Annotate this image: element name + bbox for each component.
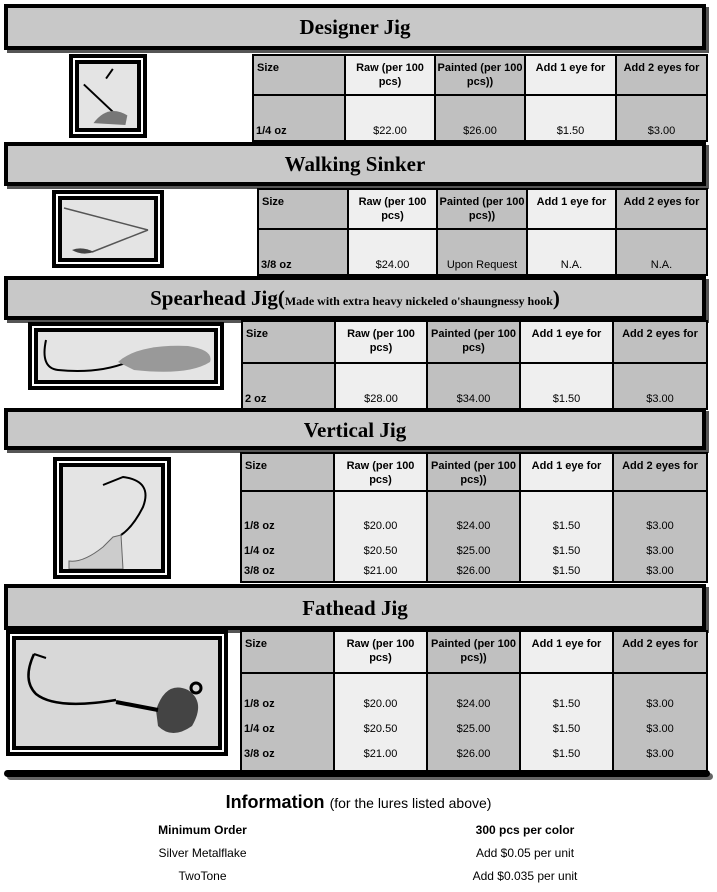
product-title-close: )	[552, 286, 560, 310]
info-value: Add $0.035 per unit	[472, 869, 578, 883]
header-painted: Painted (per 100 pcs))	[427, 453, 520, 491]
vertical-jig-photo	[53, 457, 171, 579]
info-value: Add $0.05 per unit	[475, 846, 575, 860]
banner-designer-jig	[4, 4, 706, 50]
header-eye2: Add 2 eyes for	[616, 55, 707, 95]
cell-raw: $24.00	[348, 229, 437, 275]
header-eye1: Add 1 eye for	[520, 631, 613, 673]
cell-eye1: $1.50	[520, 363, 613, 409]
product-title: Designer Jig	[299, 15, 411, 39]
eye2-column: $3.00 $3.00 $3.00	[613, 491, 707, 582]
header-eye2: Add 2 eyes for	[613, 631, 707, 673]
spearhead-jig-photo	[28, 322, 224, 390]
designer-jig-price-table	[252, 54, 708, 142]
designer-jig-photo	[69, 54, 147, 138]
info-label: TwoTone	[178, 869, 227, 883]
cell-painted: Upon Request	[437, 229, 527, 275]
banner-vertical-jig	[4, 408, 706, 450]
header-raw: Raw (per 100 pcs)	[334, 631, 427, 673]
information-subtitle: (for the lures listed above)	[329, 795, 492, 811]
size-column: 1/8 oz 1/4 oz 3/8 oz	[241, 673, 334, 771]
product-title: Walking Sinker	[284, 152, 426, 176]
header-eye1: Add 1 eye for	[520, 453, 613, 491]
cell-size: 2 oz	[242, 363, 335, 409]
header-eye1: Add 1 eye for	[525, 55, 616, 95]
cell-size: 3/8 oz	[258, 229, 348, 275]
cell-eye1: $1.50	[525, 95, 616, 141]
header-painted: Painted (per 100 pcs)	[427, 321, 520, 363]
cell-eye1: N.A.	[527, 229, 616, 275]
header-eye1: Add 1 eye for	[520, 321, 613, 363]
header-raw: Raw (per 100 pcs)	[345, 55, 435, 95]
painted-column: $24.00 $25.00 $26.00	[427, 491, 520, 582]
cell-raw: $22.00	[345, 95, 435, 141]
eye2-column: $3.00 $3.00 $3.00	[613, 673, 707, 771]
header-painted: Painted (per 100 pcs))	[427, 631, 520, 673]
vertical-jig-price-table	[240, 452, 708, 583]
cell-painted: $26.00	[435, 95, 525, 141]
header-painted: Painted (per 100 pcs))	[435, 55, 525, 95]
header-eye2: Add 2 eyes for	[613, 453, 707, 491]
header-raw: Raw (per 100 pcs)	[334, 453, 427, 491]
fathead-jig-photo	[6, 630, 228, 756]
cell-painted: $34.00	[427, 363, 520, 409]
header-eye1: Add 1 eye for	[527, 189, 616, 229]
info-label: Minimum Order	[158, 823, 247, 837]
cell-eye2: N.A.	[616, 229, 707, 275]
section-divider	[4, 770, 710, 777]
cell-eye2: $3.00	[616, 95, 707, 141]
product-title: Vertical Jig	[303, 418, 407, 442]
header-painted: Painted (per 100 pcs))	[437, 189, 527, 229]
cell-raw: $28.00	[335, 363, 427, 409]
header-eye2: Add 2 eyes for	[613, 321, 707, 363]
eye1-column: $1.50 $1.50 $1.50	[520, 491, 613, 582]
info-value: 300 pcs per color	[475, 823, 575, 837]
header-raw: Raw (per 100 pcs)	[335, 321, 427, 363]
spearhead-jig-price-table	[241, 320, 708, 410]
size-column: 1/8 oz 1/4 oz 3/8 oz	[241, 491, 334, 582]
banner-spearhead-jig	[4, 276, 706, 320]
eye1-column: $1.50 $1.50 $1.50	[520, 673, 613, 771]
cell-eye2: $3.00	[613, 363, 707, 409]
banner-walking-sinker	[4, 142, 706, 186]
raw-column: $20.00 $20.50 $21.00	[334, 673, 427, 771]
walking-sinker-price-table	[257, 188, 708, 276]
walking-sinker-photo	[52, 190, 164, 268]
product-title: Fathead Jig	[302, 596, 408, 620]
cell-size: 1/4 oz	[253, 95, 345, 141]
banner-fathead-jig	[4, 584, 706, 630]
header-size: Size	[253, 55, 345, 95]
header-eye2: Add 2 eyes for	[616, 189, 707, 229]
header-size: Size	[241, 631, 334, 673]
header-size: Size	[242, 321, 335, 363]
header-raw: Raw (per 100 pcs)	[348, 189, 437, 229]
info-label: Silver Metalflake	[158, 846, 247, 860]
header-size: Size	[241, 453, 334, 491]
product-title: Spearhead Jig(	[150, 286, 285, 310]
fathead-jig-price-table	[240, 630, 708, 772]
header-size: Size	[258, 189, 348, 229]
painted-column: $24.00 $25.00 $26.00	[427, 673, 520, 771]
raw-column: $20.00 $20.50 $21.00	[334, 491, 427, 582]
information-heading	[0, 792, 717, 813]
information-title: Information	[225, 792, 325, 812]
product-subtitle: Made with extra heavy nickeled o'shaungnessy hook	[284, 294, 553, 308]
